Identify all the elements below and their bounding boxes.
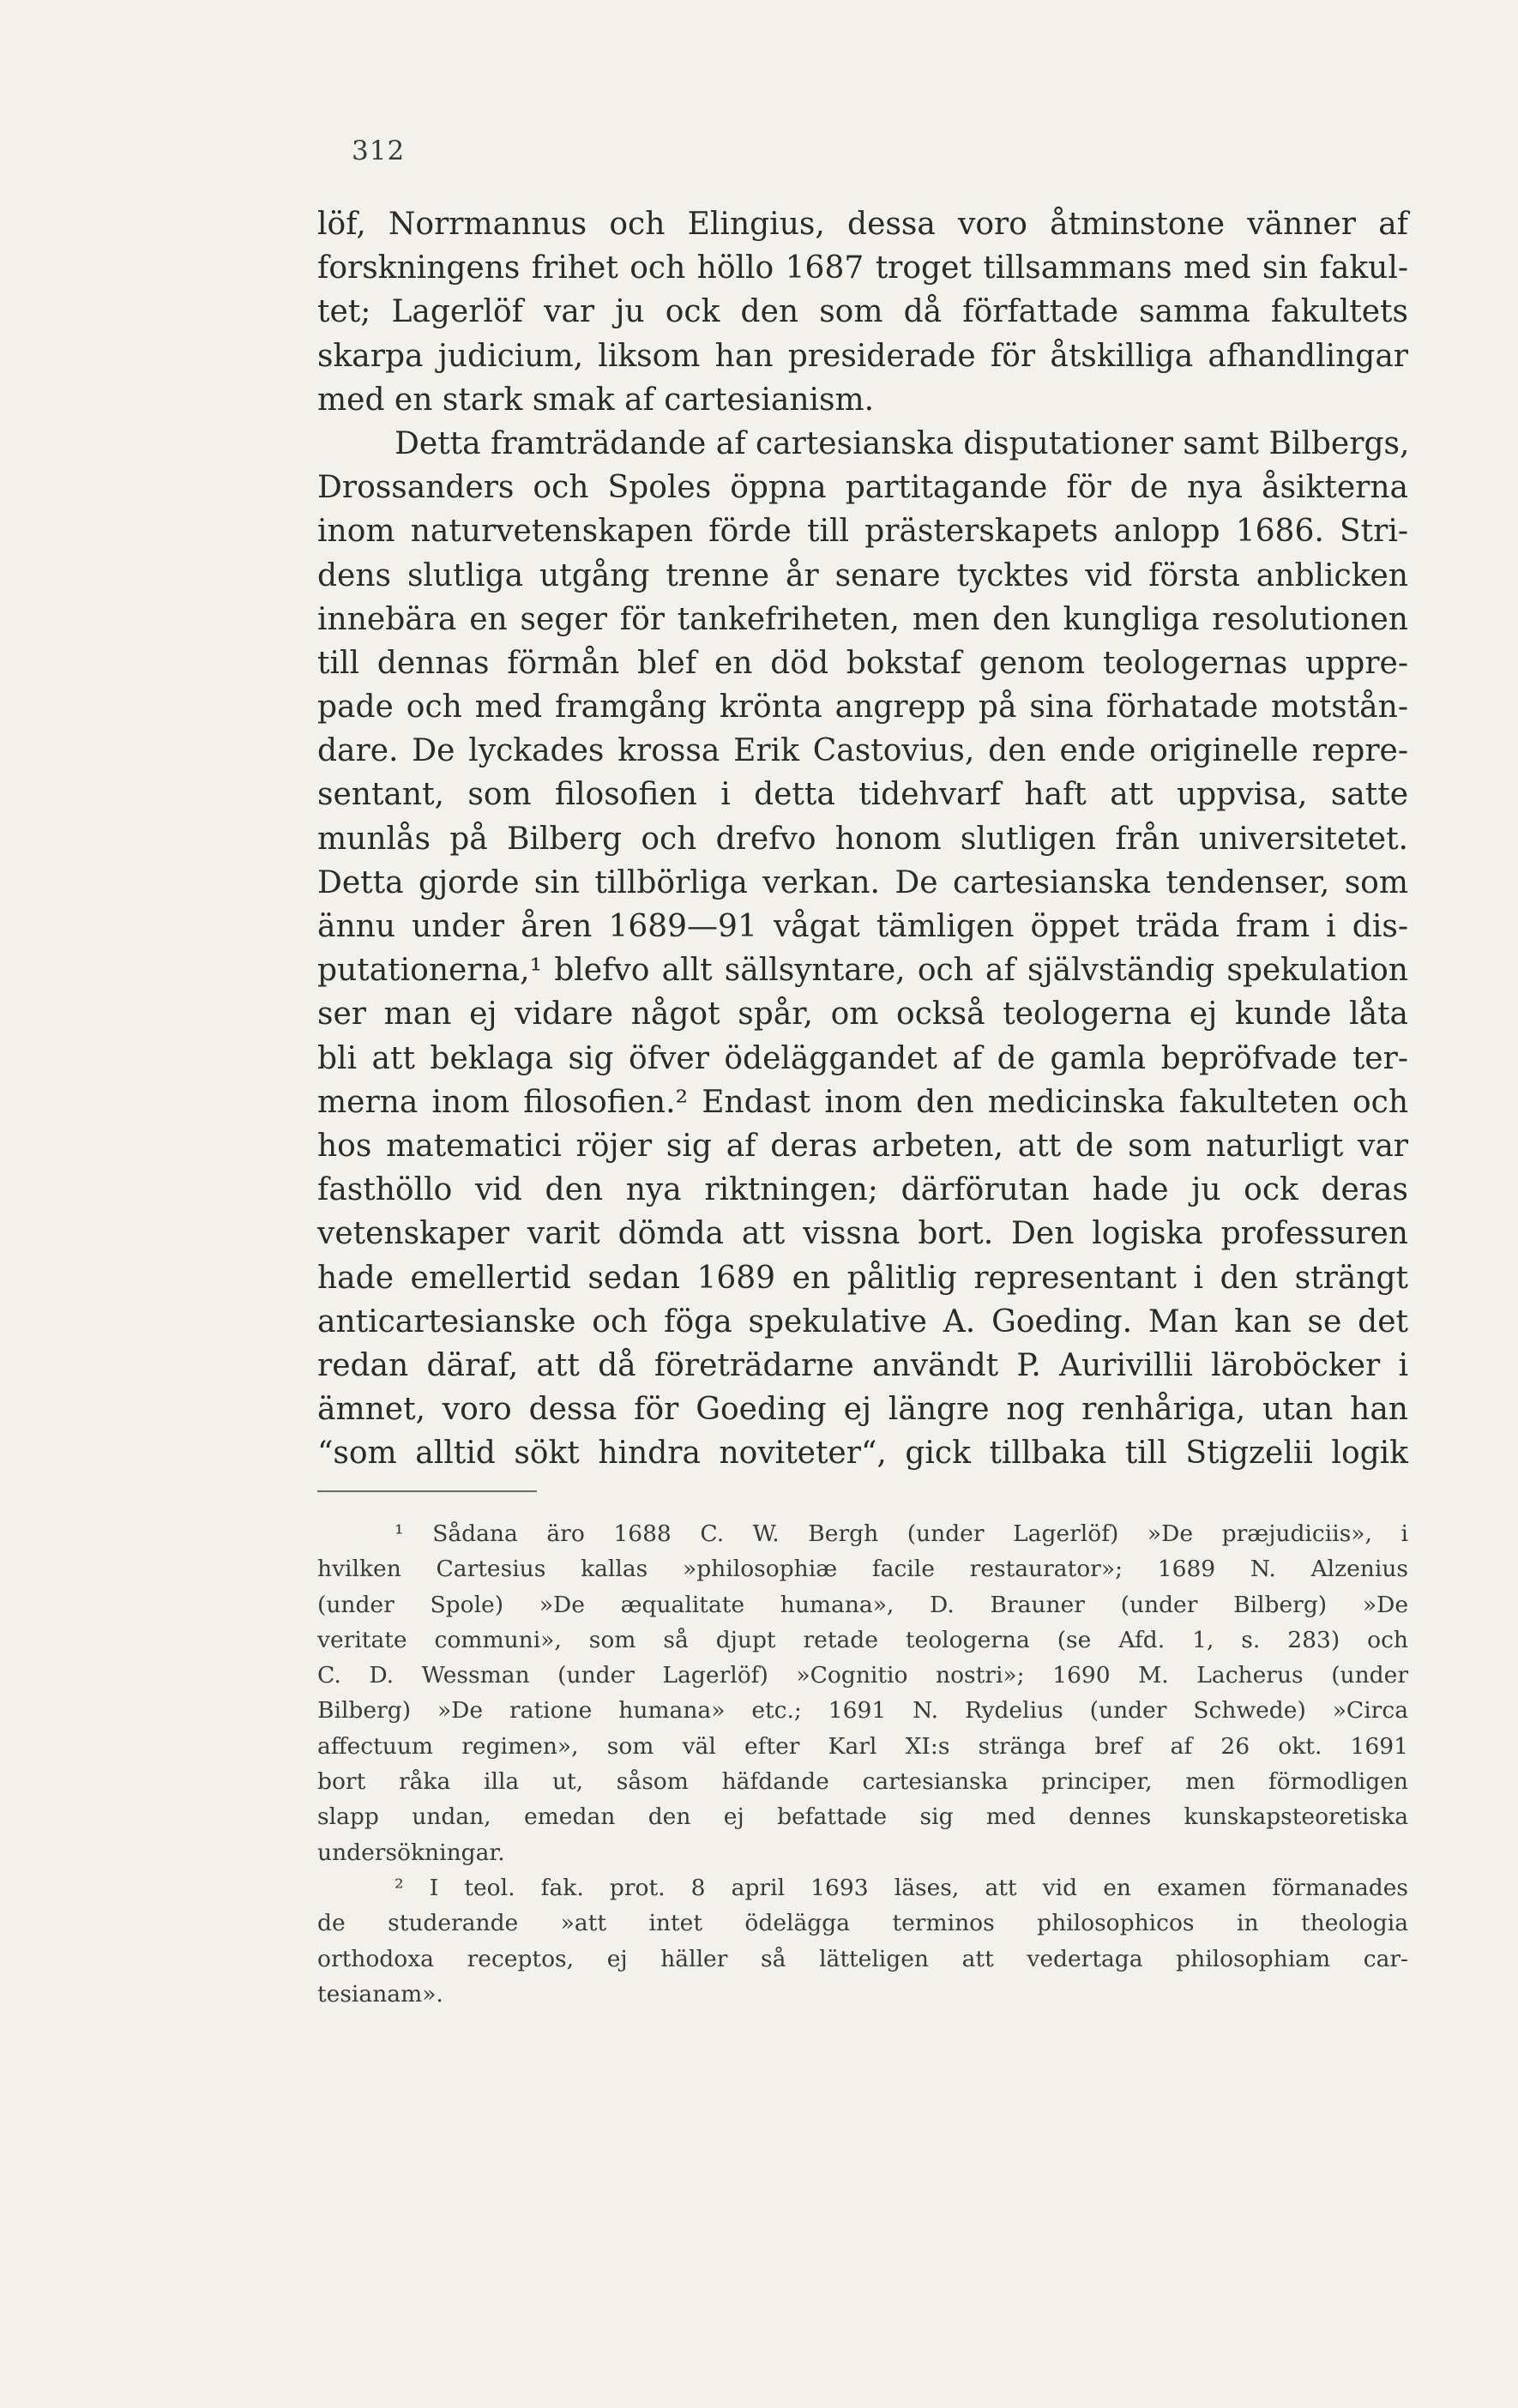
text-line: pade och med framgång krönta angrepp på sina förhatade motstån- <box>317 689 1408 725</box>
text-line: putationerna,¹ blefvo allt sällsyntare, och af självständig spekulation <box>317 953 1408 989</box>
text-line: dare. De lyckades krossa Erik Castovius, den ende originelle repre- <box>317 733 1408 769</box>
text-line: dens slutliga utgång trenne år senare tycktes vid första anblicken <box>317 557 1408 593</box>
footnote-line: Bilberg) »De ratione humana» etc.; 1691 N. Rydelius (under Schwede) »Circa <box>317 1697 1408 1725</box>
text-line: löf, Norrmannus och Elingius, dessa voro åtminstone vänner af <box>317 207 1408 242</box>
text-line: sentant, som filosofien i detta tidehvarf haft att uppvisa, satte <box>317 777 1408 813</box>
text-line: merna inom filosofien.² Endast inom den medicinska fakulteten och <box>317 1084 1408 1120</box>
text-line: ämnet, voro dessa för Goeding ej längre nog renhåriga, utan han <box>317 1392 1408 1428</box>
footnote-divider <box>317 1490 537 1492</box>
footnote-line: (under Spole) »De æqualitate humana», D. Brauner (under Bilberg) »De <box>317 1591 1408 1618</box>
text-line: med en stark smak af cartesianism. <box>317 382 875 418</box>
text-line: hade emellertid sedan 1689 en pålitlig representant i den strängt <box>317 1260 1408 1296</box>
text-line: hos matematici röjer sig af deras arbeten, att de som naturligt var <box>317 1128 1408 1164</box>
text-line: innebära en seger för tankefriheten, men den kungliga resolutionen <box>317 601 1408 637</box>
text-line: tet; Lagerlöf var ju ock den som då författade samma fakultets <box>317 294 1408 330</box>
text-line: anticartesianske och föga spekulative A. Goeding. Man kan se det <box>317 1303 1408 1339</box>
text-line: Detta gjorde sin tillbörliga verkan. De cartesianska tendenser, som <box>317 864 1408 900</box>
footnote-line: ² I teol. fak. prot. 8 april 1693 läses, att vid en examen förmanades <box>395 1874 1408 1901</box>
text-line: till dennas förmån blef en död bokstaf genom teologernas uppre- <box>317 645 1408 681</box>
text-line: Drossanders och Spoles öppna partitagande för de nya åsikterna <box>317 470 1408 506</box>
text-line: vetenskaper varit dömda att vissna bort. Den logiska professuren <box>317 1216 1408 1252</box>
text-line: “som alltid sökt hindra noviteter“, gick tillbaka till Stigzelii logik <box>317 1436 1408 1472</box>
page-number: 312 <box>352 135 406 166</box>
text-line: forskningens frihet och höllo 1687 troget tillsammans med sin fakul- <box>317 250 1408 286</box>
text-line: ännu under åren 1689—91 vågat tämligen öppet träda fram i dis- <box>317 909 1408 944</box>
text-line: fasthöllo vid den nya riktningen; därförutan hade ju ock deras <box>317 1172 1408 1208</box>
text-line: redan däraf, att då företrädarne användt P. Aurivillii läroböcker i <box>317 1347 1408 1383</box>
footnote-line: de studerande »att intet ödelägga terminos philosophicos in theologia <box>317 1910 1408 1937</box>
footnote-line: C. D. Wessman (under Lagerlöf) »Cognitio nostri»; 1690 M. Lacherus (under <box>317 1662 1408 1689</box>
footnote-line: orthodoxa receptos, ej häller så lätteligen att vedertaga philosophiam car- <box>317 1945 1408 1972</box>
footnote-line: bort råka illa ut, såsom häfdande cartesianska principer, men förmodligen <box>317 1768 1408 1796</box>
text-line: Detta framträdande af cartesianska disputationer samt Bilbergs, <box>395 425 1410 461</box>
text-line: skarpa judicium, liksom han presiderade för åtskilliga afhandlingar <box>317 338 1408 374</box>
footnote-line: hvilken Cartesius kallas »philosophiæ facile restaurator»; 1689 N. Alzenius <box>317 1556 1408 1583</box>
footnote-line: veritate communi», som så djupt retade teologerna (se Afd. 1, s. 283) och <box>317 1626 1408 1653</box>
footnote-line: slapp undan, emedan den ej befattade sig med dennes kunskapsteoretiska <box>317 1803 1408 1831</box>
footnote-line: undersökningar. <box>317 1839 505 1866</box>
text-line: ser man ej vidare något spår, om också teologerna ej kunde låta <box>317 996 1408 1032</box>
text-line: munlås på Bilberg och drefvo honom slutligen från universitetet. <box>317 821 1408 857</box>
footnote-line: tesianam». <box>317 1980 443 2008</box>
body-text <box>317 202 1408 1475</box>
footnote-line: affectuum regimen», som väl efter Karl XI:s stränga bref af 26 okt. 1691 <box>317 1732 1408 1760</box>
footnote-line: ¹ Sådana äro 1688 C. W. Bergh (under Lagerlöf) »De præjudiciis», i <box>395 1520 1408 1547</box>
text-line: bli att beklaga sig öfver ödeläggandet af de gamla bepröfvade ter- <box>317 1040 1408 1076</box>
text-line: inom naturvetenskapen förde till prästerskapets anlopp 1686. Stri- <box>317 514 1408 550</box>
footnotes <box>317 1516 1408 2012</box>
